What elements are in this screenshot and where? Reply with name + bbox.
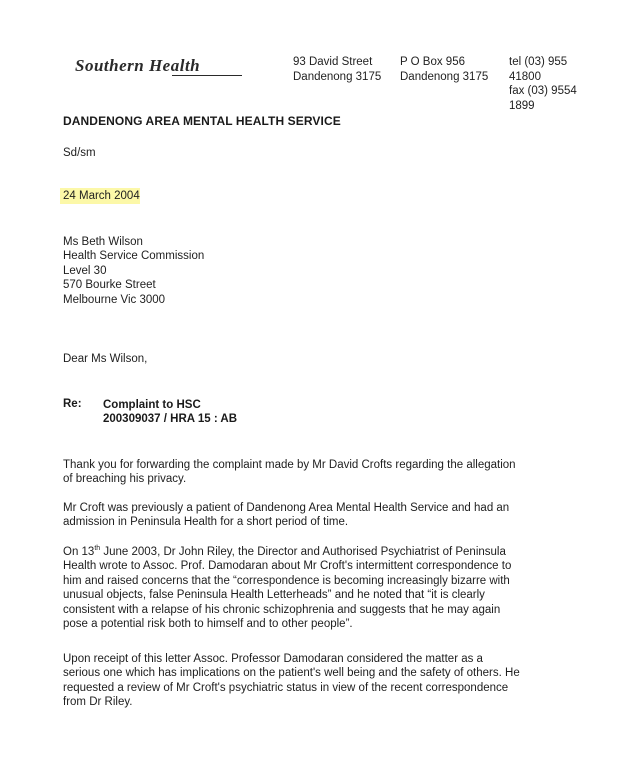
contact-line: 41800 [509,70,541,83]
service-heading: DANDENONG AREA MENTAL HEALTH SERVICE [63,114,341,128]
paragraph-3-rest: June 2003, Dr John Riley, the Director and Authorised Psychiatrist of Peninsula Health wrote to Assoc. Prof. Damodaran about Mr Croft's intermittent correspondence to him and raised concerns that the “correspondence is becoming increasingly bizarre with unusual objects, false Peninsula Health Letterheads” and he noted that “it is clearly consistent with a relapse of his chronic schizophrenia and suggests that he may again pose a potential risk both to himself and to other people”. [63,546,512,631]
re-subject-line: 200309037 / HRA 15 : AB [103,413,238,426]
recipient-line: Ms Beth Wilson [63,236,143,248]
paragraph-4: Upon receipt of this letter Assoc. Professor Damodaran considered the matter as a serious one which has implications on the patient's well being and the safety of others. He requested a review of Mr Croft's psychiatric status in view of the recent correspondence from Dr Riley. [63,653,520,709]
salutation: Dear Ms Wilson, [63,353,148,365]
reference-initials: Sd/sm [63,147,96,159]
re-subject [103,398,237,427]
paragraph-3-start: On 13 [63,546,95,558]
street-address [293,55,381,84]
street-address-line: 93 David Street [293,56,373,68]
recipient-line: Level 30 [63,264,107,277]
paragraph-2: Mr Croft was previously a patient of Dandenong Area Mental Health Service and had an admission in Peninsula Health for a short period of time. [63,502,510,529]
recipient-line: Melbourne Vic 3000 [63,293,166,306]
contact-line: fax (03) 9554 [509,85,577,97]
recipient-line: 570 Bourke Street [63,279,156,292]
recipient-line: Health Service Commission [63,250,205,263]
recipient-address [63,235,204,307]
logo-underline [172,75,242,76]
postal-address-line: P O Box 956 [400,56,465,68]
postal-address-line: Dandenong 3175 [400,70,489,83]
re-label: Re: [63,398,82,410]
postal-address [400,55,488,84]
re-subject-line: Complaint to HSC [103,399,201,411]
street-address-line: Dandenong 3175 [293,70,382,83]
contact-line: 1899 [509,99,535,112]
paragraph-3 [63,545,523,631]
southern-health-logo: Southern Health [75,56,201,75]
contact-line: tel (03) 955 [509,56,568,68]
paragraph-1: Thank you for forwarding the complaint made by Mr David Crofts regarding the allegation of breaching his privacy. [63,459,516,486]
letter-date: 24 March 2004 [63,190,140,202]
ordinal-suffix: th [94,545,101,553]
contact-details [509,55,577,113]
